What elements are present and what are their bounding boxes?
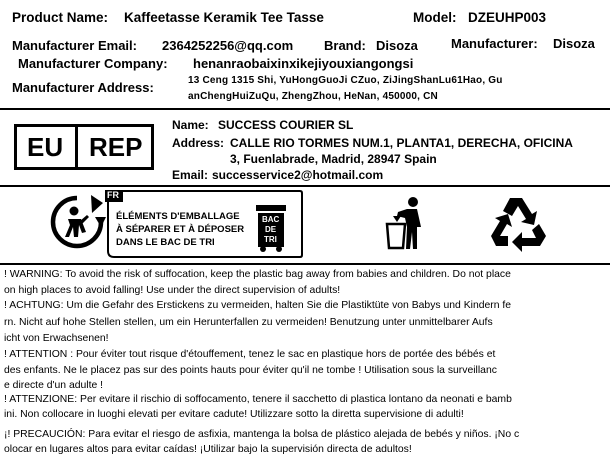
bin-text-3: TRI — [264, 235, 277, 244]
warning-line: ini. Non collocare in luoghi elevati per evitare cadute! Utilizzare sotto la diretta supervisione di adulti! — [4, 409, 464, 420]
manufacturer-address-line2: anChengHuiZuQu, ZhengZhou, HeNan, 450000, CN — [188, 91, 438, 102]
product-name-label: Product Name: — [12, 10, 109, 25]
warning-line: icht von Erwachsenen! — [4, 333, 109, 344]
warning-line: ! ATTENTION : Pour éviter tout risque d'étouffement, tenez le sac en plastique hors de portée des bébés et — [4, 349, 496, 360]
eu-rep-email-label: Email: — [172, 168, 209, 182]
warning-line: rn. Nicht auf hohe Stellen stellen, um ein Herunterfallen zu vermeiden! Benutzung unter unmittelbarer Aufs — [4, 317, 493, 328]
recycle-icon — [488, 192, 550, 254]
warning-line: ! ACHTUNG: Um die Gefahr des Erstickens zu vermeiden, halten Sie die Plastiktüte von Babys und Kindern fe — [4, 300, 512, 311]
bac-de-tri-icon — [254, 203, 288, 253]
warning-line: ¡! PRECAUCIÓN: Para evitar el riesgo de asfixia, mantenga la bolsa de plástico alejada de bebés y niños. ¡No c — [4, 429, 520, 440]
rep-text: REP — [89, 132, 143, 162]
manufacturer-value: Disoza — [553, 36, 595, 51]
divider — [0, 108, 610, 110]
triman-line2: À SÉPARER ET À DÉPOSER — [116, 224, 245, 235]
eu-rep-box — [14, 124, 154, 170]
eu-rep-divider — [75, 127, 78, 167]
manufacturer-email-value: 2364252256@qq.com — [162, 38, 294, 53]
triman-line3: DANS LE BAC DE TRI — [116, 237, 215, 248]
model-value: DZEUHP003 — [468, 10, 547, 25]
eu-text: EU — [27, 132, 64, 162]
manufacturer-company-value: henanraobaixinxikejiyouxiangongsi — [193, 56, 414, 71]
eu-rep-address-line1: CALLE RIO TORMES NUM.1, PLANTA1, DERECHA, OFICINA — [230, 136, 573, 150]
warning-line: e directe d'un adulte ! — [4, 380, 104, 391]
warning-line: olocar en lugares altos para evitar caídas! ¡Utilizar bajo la supervisión directa de adultos! — [4, 444, 412, 455]
brand-label: Brand: — [324, 38, 366, 53]
manufacturer-address-line1: 13 Ceng 1315 Shi, YuHongGuoJi CZuo, ZiJingShanLu61Hao, Gu — [188, 75, 503, 86]
manufacturer-label: Manufacturer: — [451, 36, 538, 51]
eu-rep-email-value: successervice2@hotmail.com — [212, 168, 384, 182]
manufacturer-email-label: Manufacturer Email: — [12, 38, 137, 53]
eu-rep-name-label: Name: — [172, 118, 209, 132]
triman-icon — [48, 193, 106, 251]
triman-line1: ÉLÉMENTS D'EMBALLAGE — [116, 211, 240, 222]
divider — [0, 263, 610, 265]
divider — [0, 185, 610, 187]
eu-rep-address-label: Address: — [172, 136, 225, 150]
bin-text-2: DE — [265, 225, 277, 234]
eu-rep-name-value: SUCCESS COURIER SL — [218, 118, 354, 132]
warning-line: ! WARNING: To avoid the risk of suffocation, keep the plastic bag away from babies and children. Do not place — [4, 269, 511, 280]
manufacturer-address-label: Manufacturer Address: — [12, 80, 154, 95]
eu-rep-address-line2: 3, Fuenlabrade, Madrid, 28947 Spain — [230, 152, 437, 166]
brand-value: Disoza — [376, 38, 418, 53]
tidyman-icon — [383, 194, 435, 250]
manufacturer-company-label: Manufacturer Company: — [18, 56, 168, 71]
warning-line: ! ATTENZIONE: Per evitare il rischio di soffocamento, tenere il sacchetto di plastica lontano da neonati e bamb — [4, 394, 512, 405]
warning-line: des enfants. Ne le placez pas sur des points hauts pour éviter qu'il ne tombe ! Utilisation sous la surveillanc — [4, 365, 497, 376]
bin-text-1: BAC — [262, 215, 280, 224]
triman-info-block — [104, 189, 304, 259]
triman-country: FR — [107, 190, 119, 200]
model-label: Model: — [413, 10, 457, 25]
product-name-value: Kaffeetasse Keramik Tee Tasse — [124, 10, 324, 25]
warning-line: on high places to avoid falling! Use under the direct supervision of adults! — [4, 285, 341, 296]
